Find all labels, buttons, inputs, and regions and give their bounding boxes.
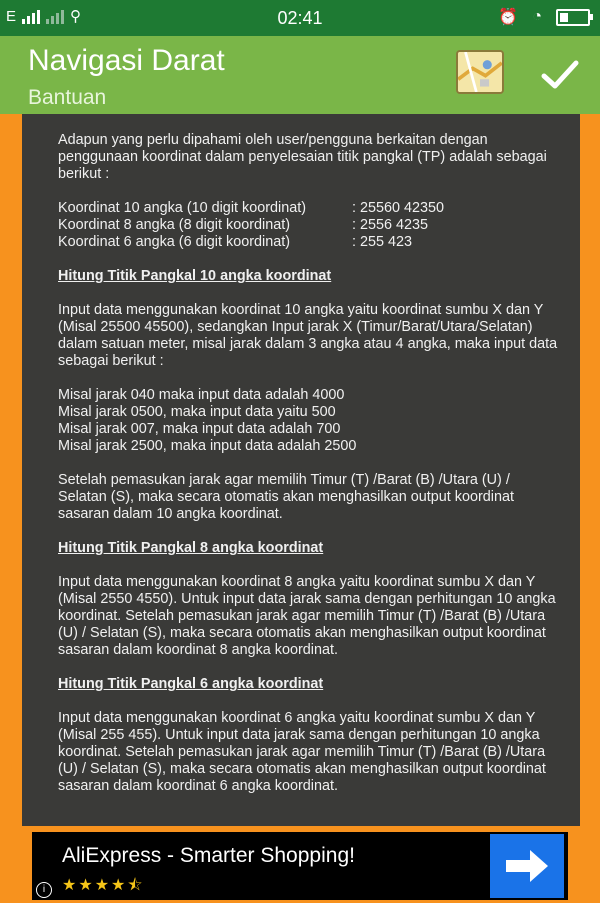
paragraph-10b: Setelah pemasukan jarak agar memilih Timur (T) /Barat (B) /Utara (U) / Selatan (S), maka secara otomatis akan menghasilkan output koordinat sasaran dalam 10 angka koordinat. (58, 472, 514, 522)
info-icon[interactable]: i (36, 882, 52, 898)
rating-stars: ★★★★⯪ (62, 877, 145, 894)
heading-10: Hitung Titik Pangkal 10 angka koordinat (58, 268, 332, 284)
example-list (58, 387, 560, 455)
coord-label: Koordinat 6 angka (6 digit koordinat) (58, 234, 290, 250)
help-panel[interactable] (22, 114, 580, 826)
app-subtitle: Bantuan (28, 86, 107, 109)
clock: 02:41 (277, 8, 323, 28)
ad-banner[interactable] (32, 832, 568, 900)
coord-label: Koordinat 8 angka (8 digit koordinat) (58, 217, 290, 233)
check-button[interactable] (538, 54, 582, 94)
check-icon (538, 54, 582, 94)
coord-row (58, 200, 560, 217)
paragraph-8: Input data menggunakan koordinat 8 angka yaitu koordinat sumbu X dan Y (Misal 2550 4550). Untuk input data jarak sama dengan perhitungan 10 angka koordinat. Setelah pemasukan jarak agar memilih Timur (T) /Barat (B) /Utara (U) / Selatan (S), maka secara otomatis akan menghasilkan output koordinat sasaran dalam koordinat 8 angka koordinat. (58, 574, 556, 658)
app-title: Navigasi Darat (28, 44, 225, 77)
map-icon[interactable] (456, 50, 504, 94)
status-bar (0, 0, 600, 36)
ad-open-button[interactable] (490, 834, 564, 898)
example-line: Misal jarak 040 maka input data adalah 4000 (58, 387, 345, 403)
intro-text: Adapun yang perlu dipahami oleh user/pengguna berkaitan dengan penggunaan koordinat dalam penyelesaian titik pangkal (TP) adalah sebagai berikut : (58, 132, 547, 182)
example-line: Misal jarak 007, maka input data adalah 700 (58, 421, 341, 437)
battery-icon (556, 9, 590, 26)
wifi-icon: ◔ (532, 8, 542, 25)
coord-value: : 255 423 (352, 234, 413, 250)
usb-icon: ⚲ (70, 8, 82, 25)
example-line: Misal jarak 0500, maka input data yaitu 500 (58, 404, 336, 420)
heading-8: Hitung Titik Pangkal 8 angka koordinat (58, 540, 324, 556)
map-glyph (458, 52, 502, 92)
paragraph-6: Input data menggunakan koordinat 6 angka yaitu koordinat sumbu X dan Y (Misal 255 455). Untuk input data jarak sama dengan perhitungan 10 angka koordinat. Setelah pemasukan jarak agar memilih Timur (T) /Barat (B) /Utara (U) / Selatan (S), maka secara otomatis akan menghasilkan output koordinat sasaran dalam koordinat 6 angka koordinat. (58, 710, 546, 794)
ad-title[interactable]: AliExpress - Smarter Shopping! (62, 844, 355, 867)
coord-list (58, 200, 560, 251)
coord-value: : 25560 42350 (352, 200, 445, 216)
network-type: E (6, 7, 17, 25)
alarm-icon: ⏰ (498, 9, 519, 26)
heading-6: Hitung Titik Pangkal 6 angka koordinat (58, 676, 324, 692)
coord-label: Koordinat 10 angka (10 digit koordinat) (58, 200, 306, 216)
coord-value: : 2556 4235 (352, 217, 429, 233)
status-icons (498, 7, 590, 27)
example-line: Misal jarak 2500, maka input data adalah 2500 (58, 438, 357, 454)
coord-row (58, 217, 560, 234)
app-bar (0, 36, 600, 114)
arrow-right-icon (490, 834, 564, 898)
paragraph-10a: Input data menggunakan koordinat 10 angka yaitu koordinat sumbu X dan Y (Misal 25500 45500), sedangkan Input jarak X (Timur/Barat/Utara/Selatan) dalam satuan meter, misal jarak dalam 3 angka atau 4 angka, maka input data sebagai berikut : (58, 302, 558, 369)
coord-row (58, 234, 560, 251)
